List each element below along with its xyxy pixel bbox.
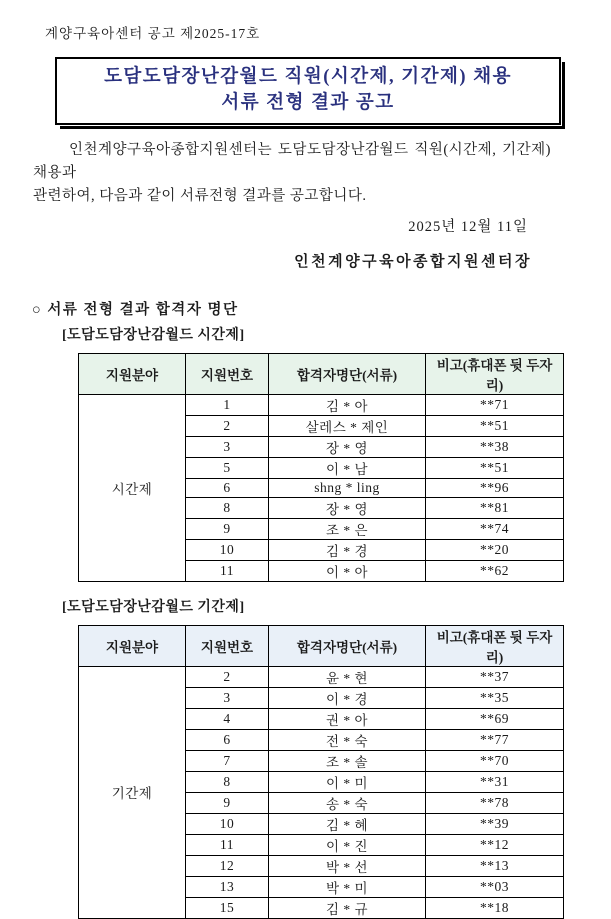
- applicant-name-cell: 김 * 혜: [269, 813, 426, 834]
- applicant-number-cell: 8: [186, 771, 269, 792]
- section-heading: ○ 서류 전형 결과 합격자 명단: [32, 302, 239, 318]
- applicant-name-cell: 이 * 경: [269, 687, 426, 708]
- column-header: 지원분야: [79, 625, 186, 666]
- applicant-number-cell: 15: [186, 897, 269, 918]
- column-header: 지원분야: [79, 354, 186, 395]
- applicant-remark-cell: **71: [426, 395, 564, 416]
- applicant-number-cell: 4: [186, 708, 269, 729]
- table-header-row: [79, 354, 564, 395]
- body-line-1: 인천계양구육아종합지원센터는 도담도담장난감월드 직원(시간제, 기간제) 채용과: [33, 142, 551, 181]
- applicant-remark-cell: **38: [426, 437, 564, 458]
- applicant-remark-cell: **20: [426, 539, 564, 560]
- applicant-name-cell: 박 * 미: [269, 876, 426, 897]
- applicant-remark-cell: **03: [426, 876, 564, 897]
- applicant-name-cell: 조 * 솔: [269, 750, 426, 771]
- column-header: 합격자명단(서류): [269, 625, 426, 666]
- applicant-name-cell: 송 * 숙: [269, 792, 426, 813]
- applicant-remark-cell: **96: [426, 479, 564, 498]
- applicant-remark-cell: **12: [426, 834, 564, 855]
- applicant-remark-cell: **13: [426, 855, 564, 876]
- applicant-name-cell: 박 * 선: [269, 855, 426, 876]
- applicant-name-cell: 조 * 은: [269, 518, 426, 539]
- table-caption-fixedterm: [도담도담장난감월드 기간제]: [62, 599, 245, 615]
- applicant-remark-cell: **69: [426, 708, 564, 729]
- column-header: 비고(휴대폰 뒷 두자리): [426, 625, 564, 666]
- applicant-number-cell: 7: [186, 750, 269, 771]
- applicant-number-cell: 1: [186, 395, 269, 416]
- applicants-table-parttime: [78, 353, 564, 582]
- applicant-remark-cell: **51: [426, 458, 564, 479]
- applicant-name-cell: 이 * 남: [269, 458, 426, 479]
- applicant-number-cell: 11: [186, 560, 269, 581]
- applicant-remark-cell: **81: [426, 497, 564, 518]
- applicant-name-cell: 김 * 규: [269, 897, 426, 918]
- applicant-number-cell: 11: [186, 834, 269, 855]
- applicant-remark-cell: **18: [426, 897, 564, 918]
- applicant-remark-cell: **39: [426, 813, 564, 834]
- applicant-number-cell: 6: [186, 729, 269, 750]
- column-header: 지원번호: [186, 354, 269, 395]
- applicant-row: [79, 395, 564, 416]
- applicant-remark-cell: **78: [426, 792, 564, 813]
- title-line-1: 도담도담장난감월드 직원(시간제, 기간제) 채용: [104, 67, 512, 87]
- applicant-remark-cell: **70: [426, 750, 564, 771]
- applicant-remark-cell: **37: [426, 666, 564, 687]
- signer-line: 인천계양구육아종합지원센터장: [294, 254, 532, 270]
- applicant-name-cell: 김 * 경: [269, 539, 426, 560]
- applicant-number-cell: 6: [186, 479, 269, 498]
- applicants-table-fixedterm: [78, 625, 564, 919]
- date-line: 2025년 12월 11일: [408, 219, 528, 235]
- applicant-remark-cell: **35: [426, 687, 564, 708]
- applicant-number-cell: 9: [186, 792, 269, 813]
- category-cell: 시간제: [79, 395, 186, 582]
- applicant-remark-cell: **62: [426, 560, 564, 581]
- category-cell: 기간제: [79, 666, 186, 918]
- applicant-row: [79, 666, 564, 687]
- applicant-number-cell: 3: [186, 687, 269, 708]
- applicant-name-cell: 이 * 진: [269, 834, 426, 855]
- applicant-number-cell: 13: [186, 876, 269, 897]
- applicant-name-cell: 윤 * 현: [269, 666, 426, 687]
- applicant-name-cell: 살레스 * 제인: [269, 416, 426, 437]
- applicant-number-cell: 2: [186, 416, 269, 437]
- title-line-2: 서류 전형 결과 공고: [221, 93, 395, 113]
- applicant-number-cell: 12: [186, 855, 269, 876]
- applicant-name-cell: 장 * 영: [269, 437, 426, 458]
- body-paragraph: [33, 139, 551, 208]
- applicant-name-cell: 이 * 미: [269, 771, 426, 792]
- applicant-name-cell: 권 * 아: [269, 708, 426, 729]
- title-box: [55, 57, 561, 125]
- column-header: 지원번호: [186, 625, 269, 666]
- applicant-number-cell: 9: [186, 518, 269, 539]
- table-header-row: [79, 625, 564, 666]
- table-caption-parttime: [도담도담장난감월드 시간제]: [62, 328, 245, 343]
- applicant-name-cell: 전 * 숙: [269, 729, 426, 750]
- applicant-number-cell: 10: [186, 813, 269, 834]
- applicant-remark-cell: **74: [426, 518, 564, 539]
- applicant-number-cell: 5: [186, 458, 269, 479]
- doc-number: 계양구육아센터 공고 제2025-17호: [45, 26, 261, 41]
- applicant-name-cell: 김 * 아: [269, 395, 426, 416]
- applicant-number-cell: 10: [186, 539, 269, 560]
- applicant-name-cell: shng * ling: [269, 479, 426, 498]
- applicant-name-cell: 이 * 아: [269, 560, 426, 581]
- column-header: 비고(휴대폰 뒷 두자리): [426, 354, 564, 395]
- applicant-remark-cell: **51: [426, 416, 564, 437]
- applicant-remark-cell: **31: [426, 771, 564, 792]
- applicant-number-cell: 8: [186, 497, 269, 518]
- applicant-remark-cell: **77: [426, 729, 564, 750]
- applicant-number-cell: 3: [186, 437, 269, 458]
- body-line-2: 관련하여, 다음과 같이 서류전형 결과를 공고합니다.: [33, 188, 367, 204]
- applicant-number-cell: 2: [186, 666, 269, 687]
- applicant-name-cell: 장 * 영: [269, 497, 426, 518]
- column-header: 합격자명단(서류): [269, 354, 426, 395]
